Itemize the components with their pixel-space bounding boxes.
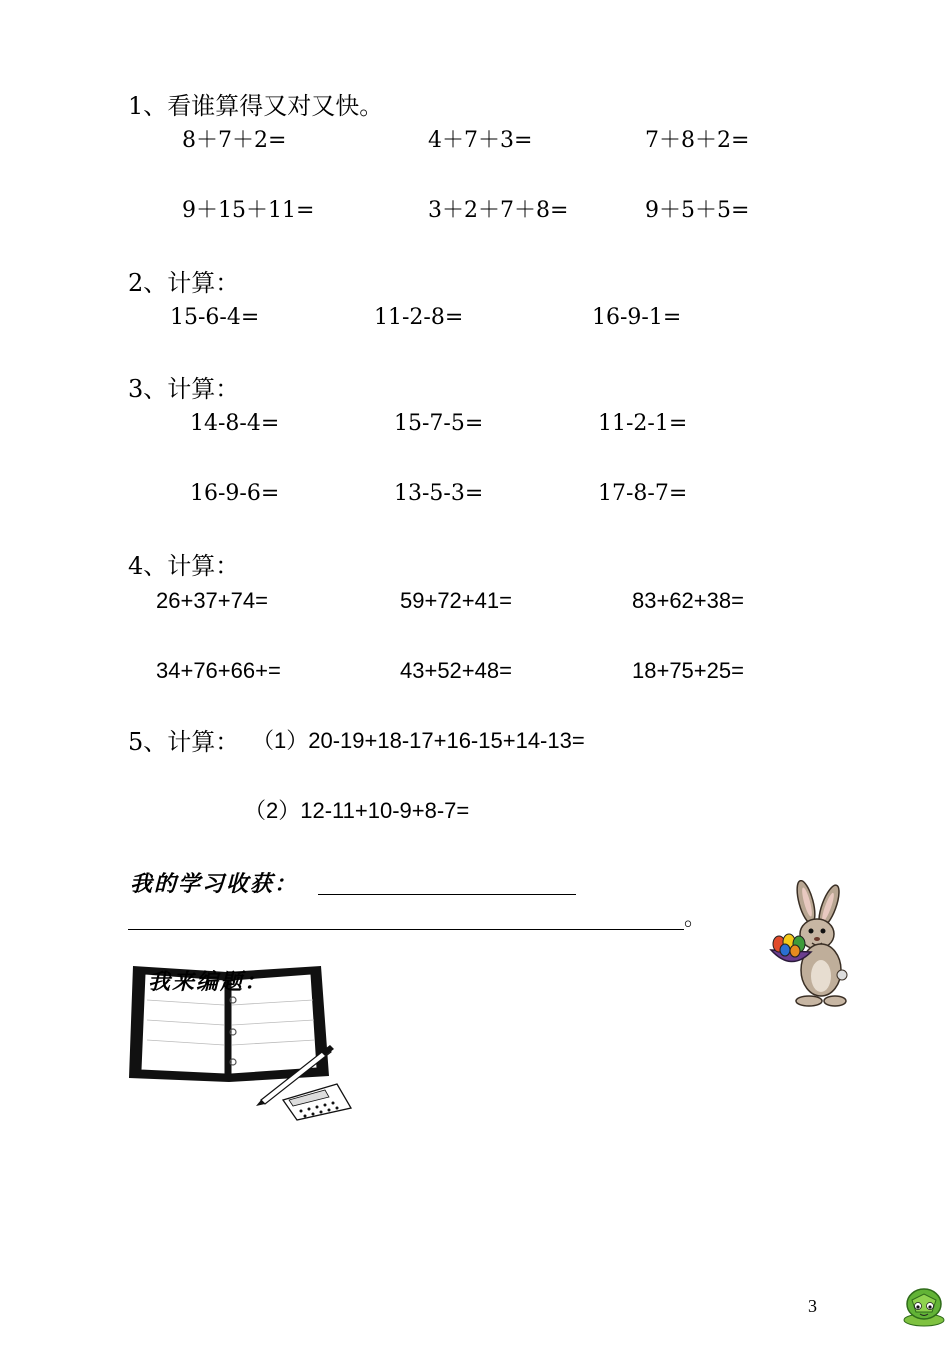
compose-label: 我来编题： xyxy=(148,970,269,995)
q3-title: 3、计算： xyxy=(128,375,240,403)
q5-item-2: （2）12-11+10-9+8-7= xyxy=(244,798,470,823)
q5-title: 5、计算： xyxy=(128,728,240,756)
harvest-label: 我的学习收获： xyxy=(130,872,299,897)
q2-title: 2、计算： xyxy=(128,269,240,297)
q1-expr: 4＋7＋3= xyxy=(428,128,533,153)
q1-expr: 8＋7＋2= xyxy=(182,128,287,153)
q4-expr: 83+62+38= xyxy=(632,588,744,613)
q5-item-1: （1）20-19+18-17+16-15+14-13= xyxy=(252,728,585,753)
q4-expr: 34+76+66+= xyxy=(156,658,281,683)
turtle-icon xyxy=(900,1286,948,1328)
q1-expr: 7＋8＋2= xyxy=(645,128,750,153)
q3-expr: 15-7-5= xyxy=(394,411,484,436)
q2-expr: 11-2-8= xyxy=(374,305,464,330)
q1-expr: 9＋5＋5= xyxy=(645,198,750,223)
q3-expr: 16-9-6= xyxy=(190,481,280,506)
harvest-end-mark: 。 xyxy=(684,906,707,931)
q3-expr: 17-8-7= xyxy=(598,481,688,506)
page-number: 3 xyxy=(808,1296,817,1316)
calculator-icon xyxy=(283,1084,351,1120)
q4-expr: 18+75+25= xyxy=(632,658,744,683)
q2-expr: 16-9-1= xyxy=(592,305,682,330)
q1-expr: 3＋2＋7＋8= xyxy=(428,198,569,223)
q2-expr: 15-6-4= xyxy=(170,305,260,330)
q3-expr: 14-8-4= xyxy=(190,411,280,436)
q3-expr: 13-5-3= xyxy=(394,481,484,506)
q4-title: 4、计算： xyxy=(128,552,240,580)
q4-expr: 43+52+48= xyxy=(400,658,512,683)
q4-expr: 26+37+74= xyxy=(156,588,268,613)
harvest-blank-line[interactable] xyxy=(318,894,576,895)
q3-expr: 11-2-1= xyxy=(598,411,688,436)
harvest-blank-line-2[interactable] xyxy=(128,929,684,930)
q4-expr: 59+72+41= xyxy=(400,588,512,613)
q1-expr: 9＋15＋11= xyxy=(182,198,315,223)
rabbit-icon xyxy=(765,880,850,1008)
q1-title: 1、看谁算得又对又快。 xyxy=(128,92,384,120)
